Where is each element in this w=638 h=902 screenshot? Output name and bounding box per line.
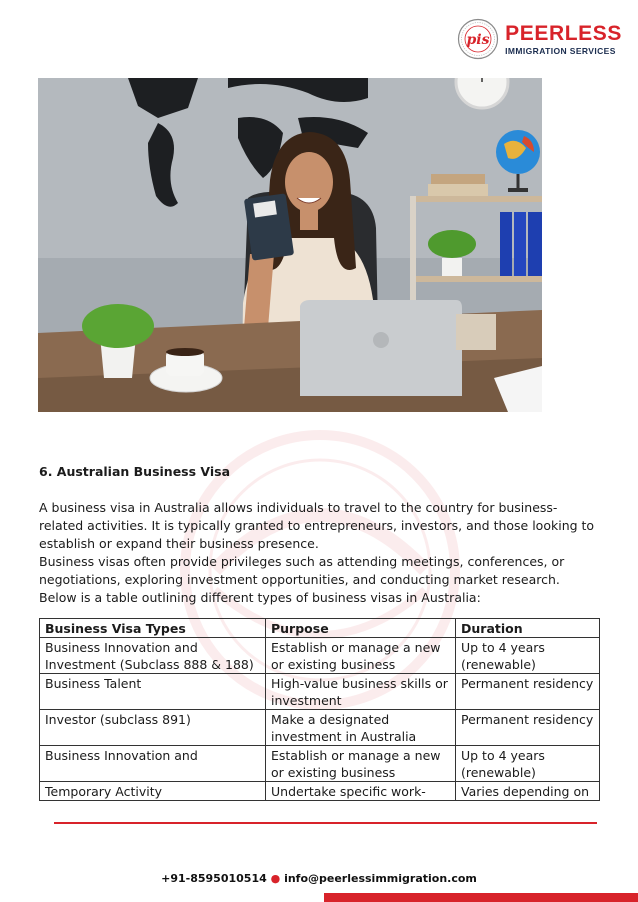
section-title: 6. Australian Business Visa — [39, 464, 231, 479]
purpose-cell: Establish or manage a new or existing business — [266, 638, 456, 674]
header-duration: Duration — [456, 619, 600, 638]
visa-type-cell: Business Innovation and Investment (Subclass 888 & 188) — [40, 638, 266, 674]
visa-type-cell: Investor (subclass 891) — [40, 710, 266, 746]
seal-lettering: pis — [466, 32, 490, 48]
visa-type-cell: Business Talent — [40, 674, 266, 710]
brand-tagline: IMMIGRATION SERVICES — [505, 45, 616, 56]
table-intro-paragraph: Below is a table outlining different types of business visas in Australia: — [39, 590, 481, 605]
footer-email[interactable]: info@peerlessimmigration.com — [284, 872, 477, 885]
visa-type-cell: Temporary Activity — [40, 782, 266, 801]
table-row — [40, 746, 600, 782]
purpose-cell: High-value business skills or investment — [266, 674, 456, 710]
table-header-row — [40, 619, 600, 638]
privileges-paragraph: Business visas often provide privileges such as attending meetings, conferences, or negotiations, exploring investment opportunities, and conducting market research. — [39, 554, 565, 587]
duration-cell: Up to 4 years (renewable) — [456, 746, 600, 782]
visa-type-cell: Business Innovation and — [40, 746, 266, 782]
header-visa-types: Business Visa Types — [40, 619, 266, 638]
table-row — [40, 782, 600, 801]
footer-separator-dot: ● — [270, 872, 281, 885]
footer-accent-bar — [324, 893, 638, 902]
brand-name: PEERLESS — [505, 21, 622, 45]
section-content — [39, 463, 599, 607]
purpose-cell: Establish or manage a new or existing business — [266, 746, 456, 782]
purpose-cell: Undertake specific work- — [266, 782, 456, 801]
brand-logo — [457, 18, 622, 60]
duration-cell: Permanent residency — [456, 674, 600, 710]
header-purpose: Purpose — [266, 619, 456, 638]
seal-icon — [457, 18, 499, 60]
footer-divider — [54, 822, 597, 824]
purpose-cell: Make a designated investment in Australia — [266, 710, 456, 746]
table-row — [40, 710, 600, 746]
table-row — [40, 674, 600, 710]
footer-contact — [0, 872, 638, 885]
intro-paragraph: A business visa in Australia allows individuals to travel to the country for business-related activities. It is typically granted to entrepreneurs, investors, and those looking to establish or expand their business presence. — [39, 500, 595, 551]
duration-cell: Permanent residency — [456, 710, 600, 746]
business-woman-photo — [38, 78, 542, 412]
duration-cell: Up to 4 years (renewable) — [456, 638, 600, 674]
table-row — [40, 638, 600, 674]
duration-cell: Varies depending on — [456, 782, 600, 801]
footer-phone[interactable]: +91-8595010514 — [161, 872, 267, 885]
business-visa-table — [39, 618, 600, 801]
